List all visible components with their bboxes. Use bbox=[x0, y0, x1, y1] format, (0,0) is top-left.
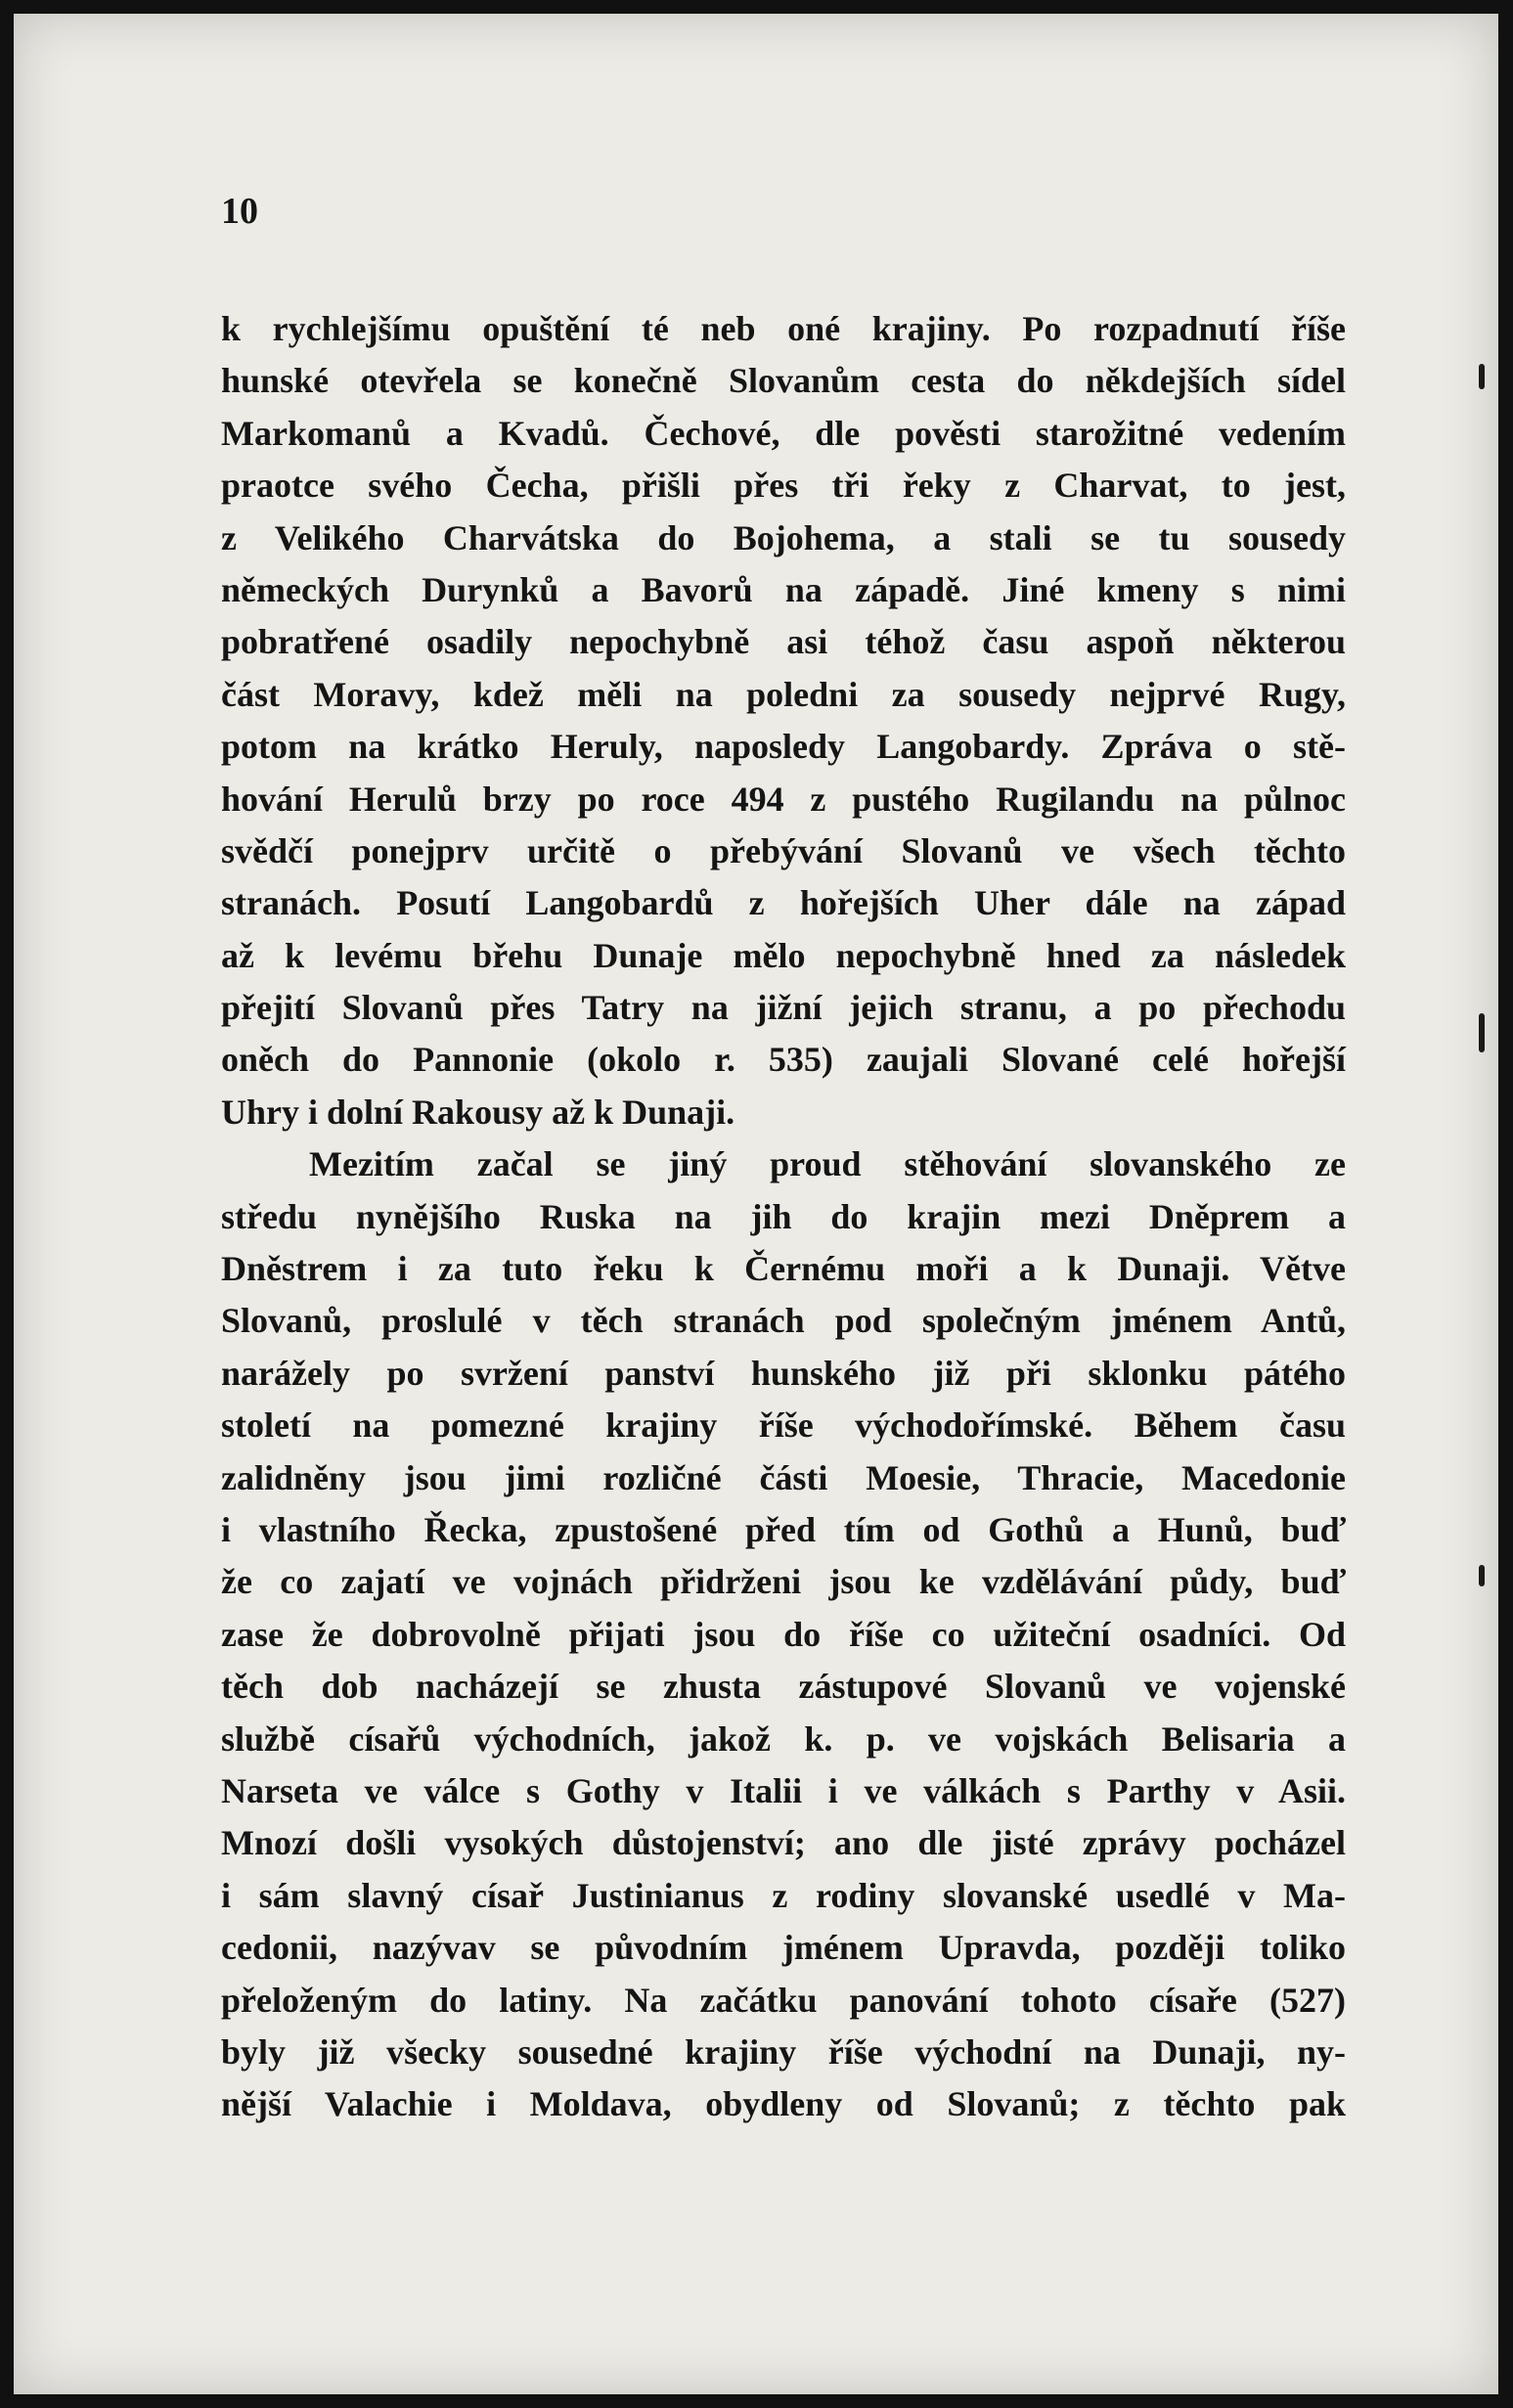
text-line: německých Durynků a Bavorů na západě. Jiné kmeny s nimi bbox=[221, 569, 1346, 609]
text-line: i sám slavný císař Justinianus z rodiny slovanské usedlé v Ma- bbox=[221, 1875, 1346, 1915]
text-line: zalidněny jsou jimi rozličné části Moesie, Thracie, Macedonie bbox=[221, 1457, 1346, 1497]
text-line: oněch do Pannonie (okolo r. 535) zaujali Slované celé hořejší bbox=[221, 1040, 1346, 1080]
text-line: století na pomezné krajiny říše východořímské. Během času bbox=[221, 1405, 1346, 1446]
paragraph bbox=[221, 303, 1346, 1138]
text-line: nější Valachie i Moldava, obydleny od Slovanů; z těchto pak bbox=[221, 2084, 1346, 2124]
text-line: Mezitím začal se jiný proud stěhování slovanského ze bbox=[309, 1144, 1346, 1184]
text-line: Uhry i dolní Rakousy až k Dunaji. bbox=[221, 1092, 735, 1132]
text-line: Mnozí došli vysokých důstojenství; ano dle jisté zprávy pocházel bbox=[221, 1823, 1346, 1863]
text-line: cedonii, nazývav se původním jménem Upravda, později toliko bbox=[221, 1928, 1346, 1968]
text-line: byly již všecky sousedné krajiny říše východní na Dunaji, ny- bbox=[221, 2031, 1346, 2072]
text-line: Slovanů, proslulé v těch stranách pod společným jménem Antů, bbox=[221, 1301, 1346, 1341]
text-line: zase že dobrovolně přijati jsou do říše co užiteční osadníci. Od bbox=[221, 1614, 1346, 1654]
text-line: službě císařů východních, jakož k. p. ve vojskách Belisaria a bbox=[221, 1718, 1346, 1759]
text-line: praotce svého Čecha, přišli přes tři řeky z Charvat, to jest, bbox=[221, 466, 1346, 506]
text-line: až k levému břehu Dunaje mělo nepochybně hned za následek bbox=[221, 935, 1346, 975]
text-line: že co zajatí ve vojnách přidrženi jsou ke vzdělávání půdy, buď bbox=[221, 1562, 1346, 1602]
text-line: k rychlejšímu opuštění té neb oné krajiny. Po rozpadnutí říše bbox=[221, 309, 1346, 348]
paragraph bbox=[221, 1138, 1346, 2130]
text-line: středu nynějšího Ruska na jih do krajin mezi Dněprem a bbox=[221, 1196, 1346, 1236]
page-number: 10 bbox=[221, 191, 258, 232]
book-page bbox=[14, 14, 1498, 2394]
binding-edge-mark bbox=[1479, 1565, 1485, 1586]
text-line: přeloženým do latiny. Na začátku panování tohoto císaře (527) bbox=[221, 1980, 1346, 2020]
text-line: pobratřené osadily nepochybně asi téhož času aspoň některou bbox=[221, 622, 1346, 662]
text-line: část Moravy, kdež měli na poledni za sousedy nejprvé Rugy, bbox=[221, 674, 1346, 714]
text-line: z Velikého Charvátska do Bojohema, a stali se tu sousedy bbox=[221, 517, 1346, 557]
binding-edge-mark bbox=[1479, 1013, 1485, 1052]
text-line: Dněstrem i za tuto řeku k Černému moři a k Dunaji. Větve bbox=[221, 1249, 1346, 1289]
text-line: Narseta ve válce s Gothy v Italii i ve válkách s Parthy v Asii. bbox=[221, 1770, 1346, 1810]
text-line: narážely po svržení panství hunského již při sklonku pátého bbox=[221, 1353, 1346, 1393]
text-line: přejití Slovanů přes Tatry na jižní jejich stranu, a po přechodu bbox=[221, 988, 1346, 1028]
text-line: svědčí ponejprv určitě o přebývání Slovanů ve všech těchto bbox=[221, 830, 1346, 870]
binding-edge-mark bbox=[1479, 364, 1485, 389]
text-line: stranách. Posutí Langobardů z hořejších Uher dále na západ bbox=[221, 883, 1346, 923]
text-line: hunské otevřela se konečně Slovanům cesta do někdejších sídel bbox=[221, 361, 1346, 401]
text-line: Markomanů a Kvadů. Čechové, dle pověsti starožitné vedením bbox=[221, 413, 1346, 453]
text-line: hování Herulů brzy po roce 494 z pustého Rugilandu na půlnoc bbox=[221, 779, 1346, 819]
text-line: i vlastního Řecka, zpustošené před tím od Gothů a Hunů, buď bbox=[221, 1509, 1346, 1549]
text-line: těch dob nacházejí se zhusta zástupové Slovanů ve vojenské bbox=[221, 1667, 1346, 1707]
text-line: potom na krátko Heruly, naposledy Langobardy. Zpráva o stě- bbox=[221, 727, 1346, 767]
body-text bbox=[221, 303, 1346, 2131]
